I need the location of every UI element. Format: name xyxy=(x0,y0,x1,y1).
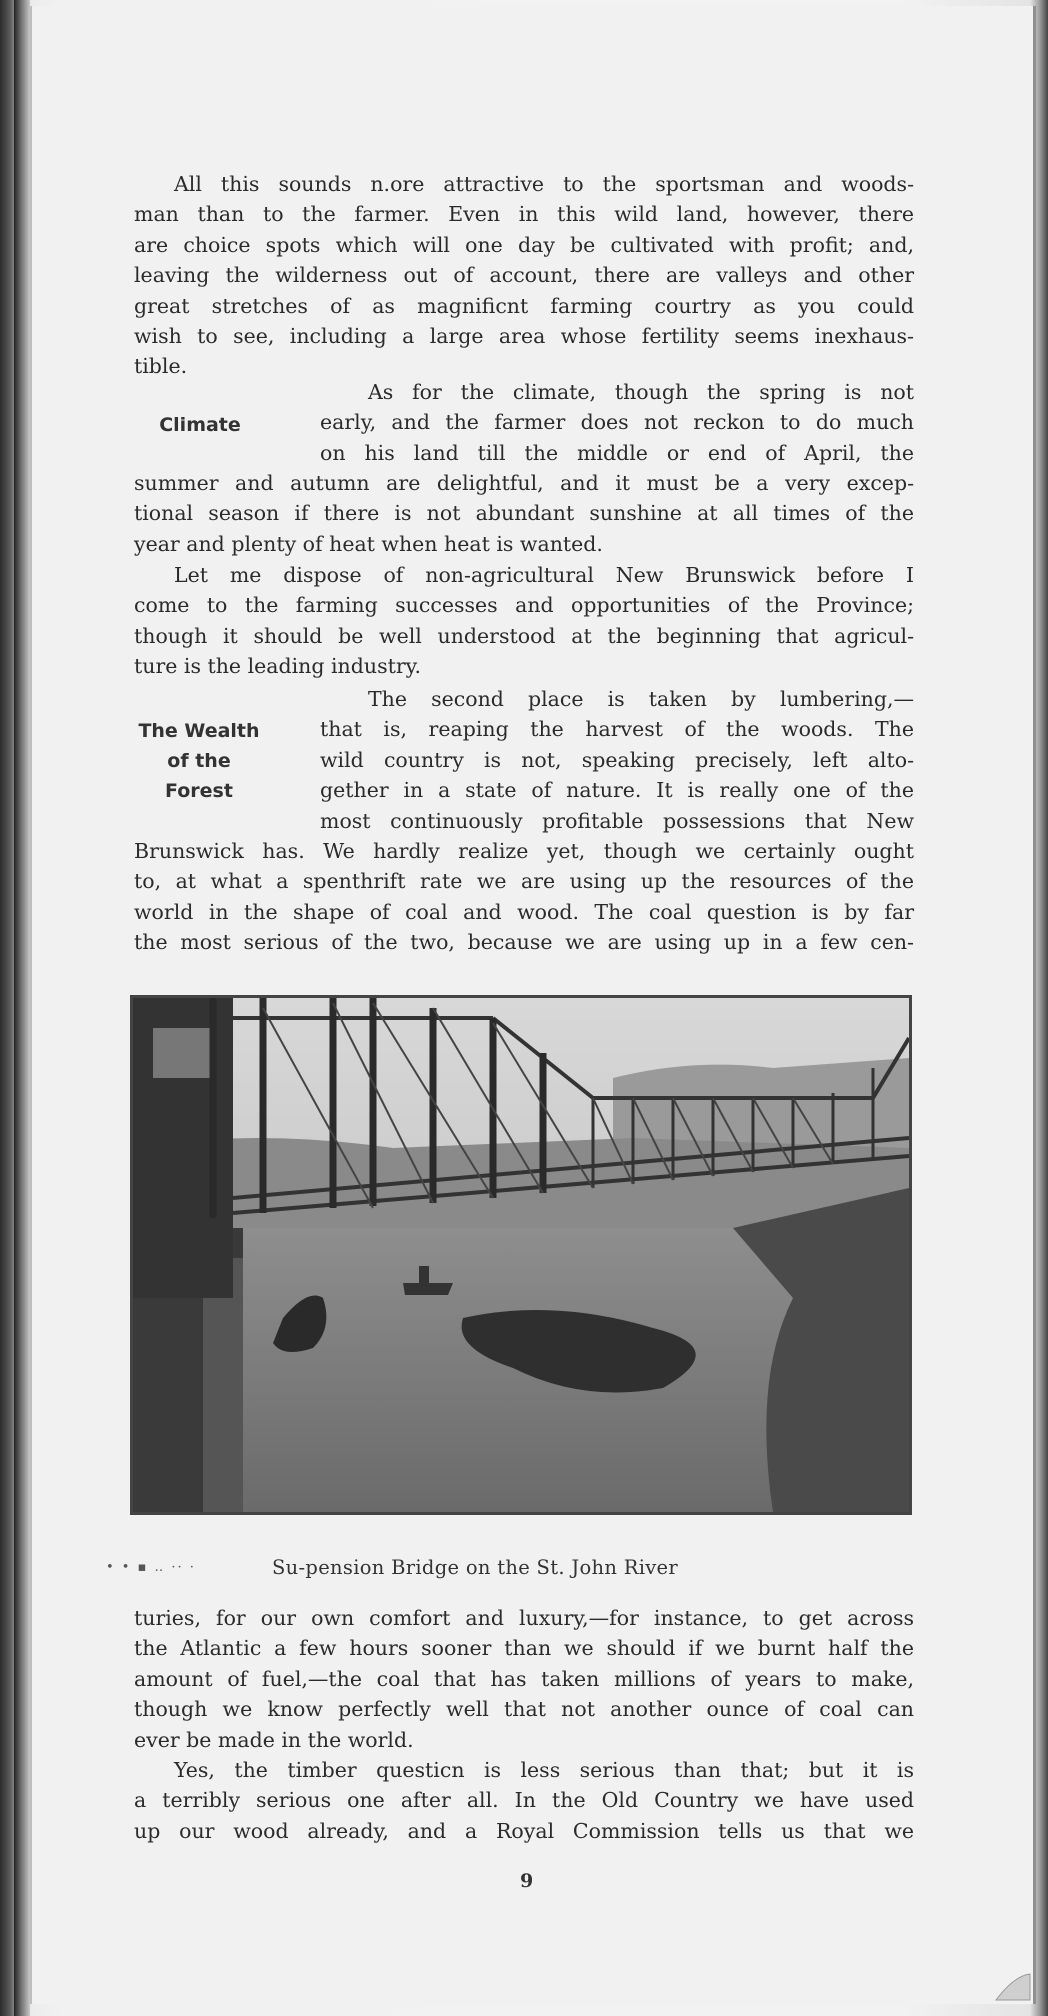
paragraph-coal-continuation xyxy=(134,1603,914,1755)
text-line: on his land till the middle or end of April, the xyxy=(320,440,914,465)
forest-indented-text xyxy=(320,684,914,836)
page-corner-curl-icon xyxy=(994,1972,1032,2002)
page-number: 9 xyxy=(520,1870,534,1892)
text-line: All this sounds n.ore attractive to the sportsman and woods- xyxy=(174,172,914,196)
climate-indented-text xyxy=(320,377,914,468)
text-line: tional season if there is not abundant sunshine at all times of the xyxy=(134,501,914,526)
text-line: up our wood already, and a Royal Commission tells us that we xyxy=(134,1818,914,1843)
text-line: the Atlantic a few hours sooner than we should if we burnt half the xyxy=(134,1636,914,1661)
text-line: wild country is not, speaking precisely, left alto- xyxy=(320,747,914,772)
text-line: gether in a state of nature. It is really one of the xyxy=(320,778,914,803)
text-line: man than to the farmer. Even in this wild land, however, there xyxy=(134,202,914,227)
forest-full-text xyxy=(134,836,914,958)
bridge-photo-illustration xyxy=(133,998,909,1512)
side-note-line: of the xyxy=(167,750,231,772)
text-line: tible. xyxy=(134,354,188,379)
text-line: world in the shape of coal and wood. The coal question is by far xyxy=(134,899,914,924)
text-line: though we know perfectly well that not another ounce of coal can xyxy=(134,1697,914,1722)
text-line: leaving the wilderness out of account, there are valleys and other xyxy=(134,263,914,288)
text-line: ever be made in the world. xyxy=(134,1727,414,1752)
text-line: As for the climate, though the spring is not xyxy=(368,380,914,404)
side-note-line: Forest xyxy=(165,780,233,802)
text-line: amount of fuel,—the coal that has taken millions of years to make, xyxy=(134,1666,914,1691)
text-line: come to the farming successes and opportunities of the Province; xyxy=(134,593,914,618)
text-line: that is, reaping the harvest of the woods. The xyxy=(320,717,914,742)
climate-full-text xyxy=(134,468,914,559)
side-note-wealth-of-forest xyxy=(124,716,274,806)
caption-stray-marks: • • ▪ ‥ ·· · xyxy=(106,1560,196,1575)
paragraph-non-agricultural xyxy=(134,560,914,682)
side-note-climate: Climate xyxy=(159,414,241,436)
book-spine xyxy=(14,0,30,2016)
text-line: to, at what a spenthrift rate we are using up the resources of the xyxy=(134,869,914,894)
text-line: a terribly serious one after all. In the Old Country we have used xyxy=(134,1788,914,1813)
text-line: great stretches of as magnificnt farming courtry as you could xyxy=(134,293,914,318)
text-line: The second place is taken by lumbering,— xyxy=(368,687,914,711)
text-line: summer and autumn are delightful, and it must be a very excep- xyxy=(134,471,914,495)
paragraph-timber-question xyxy=(134,1755,914,1846)
side-note-line: The Wealth xyxy=(138,720,260,742)
text-line: year and plenty of heat when heat is wanted. xyxy=(134,531,603,556)
text-line: are choice spots which will one day be cultivated with profit; and, xyxy=(134,232,914,257)
text-line: the most serious of the two, because we are using up in a few cen- xyxy=(134,930,914,955)
photo-caption: Su-pension Bridge on the St. John River xyxy=(272,1556,679,1579)
bridge-photograph xyxy=(130,995,912,1515)
text-line: turies, for our own comfort and luxury,—for instance, to get across xyxy=(134,1606,914,1630)
text-line: ture is the leading industry. xyxy=(134,654,422,679)
paragraph-sportsman xyxy=(134,169,914,382)
text-line: Yes, the timber questicn is less serious than that; but it is xyxy=(174,1758,914,1782)
text-line: early, and the farmer does not reckon to do much xyxy=(320,410,914,435)
text-line: Let me dispose of non-agricultural New Brunswick before I xyxy=(174,563,914,587)
text-line: wish to see, including a large area whose fertility seems inexhaus- xyxy=(134,324,914,349)
text-line: Brunswick has. We hardly realize yet, though we certainly ought xyxy=(134,839,914,863)
text-line: most continuously profitable possessions that New xyxy=(320,808,914,833)
text-line: though it should be well understood at the beginning that agricul- xyxy=(134,623,914,648)
